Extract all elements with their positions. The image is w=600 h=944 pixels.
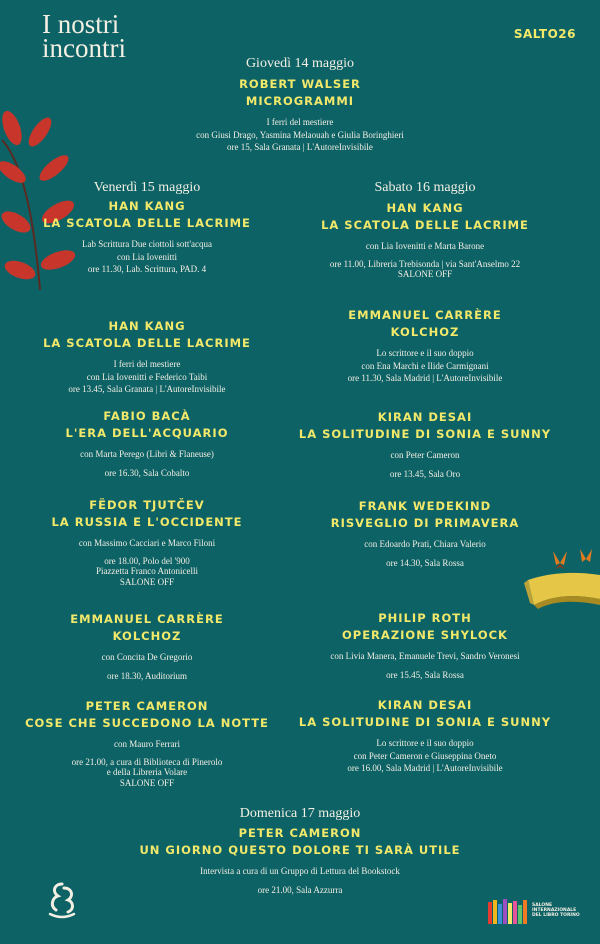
event-author: PETER CAMERON (238, 826, 362, 840)
day-heading: Venerdì 15 maggio (93, 180, 201, 195)
event-author: PETER CAMERON (85, 699, 209, 713)
event-guests: con Mauro Ferrari (114, 739, 180, 749)
event-description: Lab Scrittura Due ciottoli sott'acqua (81, 239, 213, 249)
event-guests: con Lia Iovenitti e Marta Barone (365, 241, 485, 251)
salone-off-label: SALONE OFF (397, 268, 453, 279)
event-author: EMMANUEL CARRÈRE (70, 612, 224, 626)
event-address: Piazzetta Franco Antonicelli (96, 565, 198, 576)
event-guests: con Massimo Cacciari e Marco Filoni (78, 538, 216, 548)
event-guests: con Marta Perego (Libri & Flaneuse) (80, 449, 214, 459)
event-author: HAN KANG (108, 319, 186, 333)
event-book: LA RUSSIA E L'OCCIDENTE (51, 515, 243, 529)
salto-tag: SALTO26 (513, 27, 576, 41)
event-book: RISVEGLIO DI PRIMAVERA (330, 516, 520, 530)
butterfly-icon (553, 551, 567, 569)
event-time-place: ore 11.30, Sala Madrid | L'AutoreInvisibile (347, 373, 503, 383)
event-item (295, 200, 555, 279)
event-time-place: ore 21.00, a cura di Biblioteca di Pinerolo (71, 756, 223, 767)
event-guests: con Concita De Gregorio (101, 652, 193, 662)
event-guests: con Edoardo Prati, Chiara Valerio (364, 539, 486, 549)
event-author: FABIO BACÀ (103, 409, 191, 423)
event-time-place: ore 11.30, Lab. Scrittura, PAD. 4 (87, 264, 207, 274)
title-line-1: I nostri (42, 9, 120, 39)
event-organizer: e della Libreria Volare (106, 766, 188, 777)
event-time-place: ore 18.00, Polo del '900 (104, 555, 190, 566)
event-item (24, 497, 270, 588)
event-time-place: ore 21.00, Sala Azzurra (257, 884, 343, 895)
event-item (295, 409, 555, 480)
event-time-place: ore 14.30, Sala Rossa (386, 557, 464, 568)
event-book: MICROGRAMMI (245, 94, 355, 108)
event-book: COSE CHE SUCCEDONO LA NOTTE (25, 716, 269, 730)
event-book: LA SOLITUDINE DI SONIA E SUNNY (298, 427, 552, 441)
day-heading: Giovedì 14 maggio (245, 56, 355, 71)
event-item (295, 307, 555, 385)
salone-off-label: SALONE OFF (119, 777, 175, 788)
event-item (24, 611, 270, 682)
event-item (24, 698, 270, 789)
day-heading: Sabato 16 maggio (374, 180, 476, 195)
event-author: KIRAN DESAI (377, 410, 473, 424)
event-time-place: ore 15, Sala Granata | L'AutoreInvisibile (227, 142, 373, 152)
event-guests: con Peter Cameron (390, 450, 460, 460)
salone-off-label: SALONE OFF (119, 576, 175, 587)
event-time-place: ore 13.45, Sala Granata | L'AutoreInvisibile (68, 384, 226, 394)
event-time-place: ore 18.30, Auditorium (107, 670, 187, 681)
thursday-section (150, 56, 450, 154)
event-author: FRANK WEDEKIND (358, 499, 492, 513)
event-guests: con Lia Iovenitti (117, 251, 177, 262)
event-book: LA SOLITUDINE DI SONIA E SUNNY (298, 715, 552, 729)
event-book: KOLCHOZ (112, 629, 182, 643)
event-author: HAN KANG (108, 199, 186, 213)
event-description: I ferri del mestiere (113, 359, 181, 369)
butterfly-icon (580, 549, 592, 562)
salone-stripes-icon (488, 898, 530, 926)
event-author: ROBERT WALSER (239, 77, 361, 91)
event-item (295, 498, 555, 569)
event-description: Lo scrittore e il suo doppio (376, 738, 474, 748)
page-title (42, 9, 202, 63)
event-guests: con Peter Cameron e Giuseppina Oneto (353, 750, 497, 761)
event-author: HAN KANG (386, 201, 464, 215)
event-time-place: ore 15.45, Sala Rossa (386, 669, 464, 680)
event-guests: con Ena Marchi e Ilide Carmignani (361, 360, 489, 371)
event-book: OPERAZIONE SHYLOCK (342, 628, 508, 642)
title-line-2: incontri (42, 33, 126, 63)
event-item (24, 408, 270, 479)
event-book: LA SCATOLA DELLE LACRIME (321, 218, 529, 232)
event-guests: con Livia Manera, Emanuele Trevi, Sandro Veronesi (330, 651, 520, 661)
event-time-place: ore 13.45, Sala Oro (389, 468, 461, 479)
event-author: PHILIP ROTH (378, 611, 472, 625)
day-heading: Domenica 17 maggio (239, 806, 361, 821)
event-item (295, 697, 555, 775)
event-description: Intervista a cura di un Gruppo di Lettura del Bookstock (200, 866, 400, 876)
event-book: UN GIORNO QUESTO DOLORE TI SARÀ UTILE (139, 843, 461, 857)
event-book: LA SCATOLA DELLE LACRIME (43, 216, 251, 230)
event-item (24, 198, 270, 276)
event-description: Lo scrittore e il suo doppio (376, 348, 474, 358)
salone-libro-logo (488, 898, 588, 928)
event-author: KIRAN DESAI (377, 698, 473, 712)
event-book: L'ERA DELL'ACQUARIO (65, 426, 229, 440)
event-time-place: ore 16.30, Sala Cobalto (104, 467, 190, 478)
event-author: FËDOR TJUTČEV (89, 498, 205, 512)
publisher-logo-icon (44, 880, 80, 920)
event-book: KOLCHOZ (390, 325, 460, 339)
event-description: I ferri del mestiere (266, 117, 334, 127)
event-author: EMMANUEL CARRÈRE (348, 308, 502, 322)
event-time-place: ore 11.00, Libreria Trebisonda | via Sant'Anselmo 22 (329, 258, 521, 269)
event-item (24, 318, 270, 396)
event-guests: con Lia Iovenitti e Federico Taibi (86, 371, 208, 382)
event-book: LA SCATOLA DELLE LACRIME (43, 336, 251, 350)
event-guests: con Giusi Drago, Yasmina Melaouah e Giulia Boringhieri (196, 129, 404, 140)
event-item (295, 610, 555, 681)
salone-logo-text: SALONE INTERNAZIONALE DEL LIBRO TORINO (532, 903, 582, 918)
sunday-section (120, 806, 480, 896)
event-time-place: ore 16.00, Sala Madrid | L'AutoreInvisibile (347, 763, 503, 773)
